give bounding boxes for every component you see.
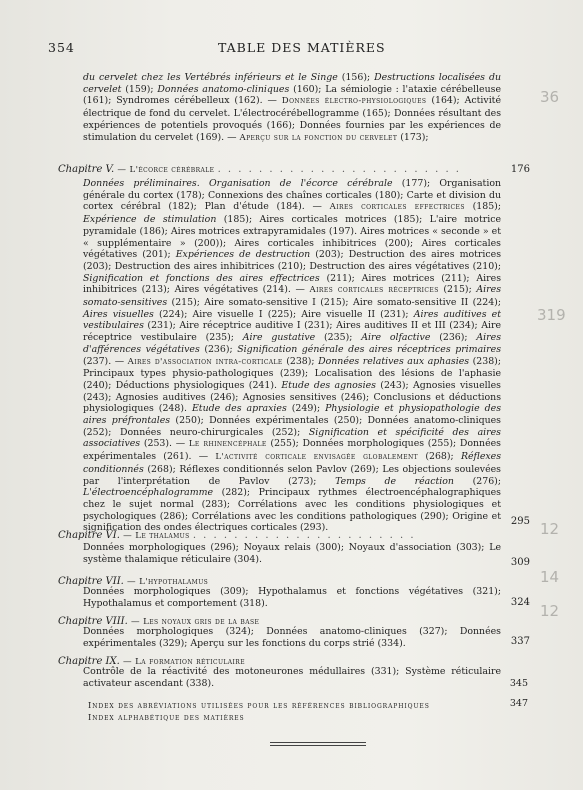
text-run: Aires corticales effectrices bbox=[329, 202, 465, 213]
end-rule bbox=[270, 745, 366, 746]
chapter-label: Chapitre IX. bbox=[58, 656, 120, 667]
pencil-note: 319 bbox=[537, 306, 566, 324]
text-run: (249); bbox=[286, 403, 326, 415]
chapter-7-body: Données morphologiques (309); Hypothalamus et fonctions végétatives (321); Hypothalamus et comportement (318). bbox=[83, 586, 501, 609]
dot-leader: . . . . . . . . . . . . . . . . . . . . . . bbox=[192, 530, 416, 541]
text-run: Signification et fonctions des aires effectrices bbox=[83, 272, 320, 284]
text-run: (236); bbox=[199, 343, 238, 355]
text-run: (253). — bbox=[140, 438, 189, 450]
text-run: Destructions localisées du cervelet bbox=[83, 72, 502, 95]
text-run: Expérience de stimulation bbox=[83, 214, 217, 226]
chapter-page: 176 bbox=[510, 164, 530, 175]
text-run: Aires corticales réceptrices bbox=[309, 285, 439, 296]
text-run: (268); bbox=[418, 451, 461, 463]
text-run: Réflexes conditionnés bbox=[83, 451, 502, 475]
index-page: 345 bbox=[509, 678, 528, 689]
chapter-5-heading bbox=[58, 164, 530, 176]
text-run: Etude des agnosies bbox=[281, 379, 376, 391]
text-run: Aires somato-sensitives bbox=[83, 284, 501, 309]
text-run: (185); Aires corticales motrices (185); L'aire motrice pyramidale (186); Aires motrices extrapyramidales (197). Aires motrices « seconde » et « supplémentaire » (200)); Aires corticales inhibitrices (200); Aires corticales végétatives (201); bbox=[83, 214, 501, 261]
text-run: (173); bbox=[397, 131, 429, 143]
text-run: (282); Principaux rythmes électroencéphalographiques chez le sujet normal (283); Corrélations avec les conditions physiologiques et psychologiques (286); Corrélations avec les conditions pathologiques (290); Origine et signification des ondes électriques corticales (293). bbox=[83, 487, 501, 534]
dot-leader: . . . . . . . . . . . . . . . . . . . . . . . . bbox=[217, 164, 461, 175]
text-run: Le rhinencéphale bbox=[188, 439, 267, 450]
text-run: Physiologie et physiopathologie des aires préfrontales bbox=[83, 403, 502, 427]
chapter-page: 324 bbox=[510, 597, 530, 608]
text-run: Signification et spécificité des aires associatives bbox=[83, 426, 501, 450]
chapter-page: 295 bbox=[510, 516, 530, 527]
text-run: (215); bbox=[438, 284, 477, 296]
pencil-note: 12 bbox=[540, 520, 560, 538]
text-run: Données anatomo-cliniques bbox=[157, 83, 290, 95]
index-label: Index des abréviations utilisées pour les références bibliographiques bbox=[88, 700, 430, 710]
chapter-8-body: Données morphologiques (324); Données anatomo-cliniques (327); Données expérimentales (329); Aperçu sur les fonctions du corps strié (334). bbox=[83, 626, 501, 649]
text-run: (250); Données expérimentales (250); Données anatomo-cliniques (252); Données neuro-chirurgicales (252); bbox=[83, 415, 501, 438]
text-run: (255); Données morphologiques (255); Données expérimentales (261). — bbox=[83, 438, 501, 463]
text-run: (177); Organisation générale du cortex (178); Connexions des chaînes corticales (180); Carte et division du cortex cérébral (182); Plan d'étude (184). — bbox=[83, 178, 501, 213]
chapter-6-body: Données morphologiques (296); Noyaux relais (300); Noyaux d'association (303); Le système thalamique réticulaire (304). bbox=[83, 542, 501, 565]
end-rule bbox=[270, 742, 366, 743]
index-label: Index alphabétique des matières bbox=[88, 712, 245, 722]
text-run: (276); bbox=[453, 475, 501, 487]
text-run: L'électroencéphalogramme bbox=[83, 487, 214, 499]
text-run: (231); Aire réceptrice auditive I (231); Aires auditives II et III (234); Aire réceptrice vestibulaire (235); bbox=[83, 320, 501, 344]
text-run: (215); Aire somato-sensitive I (215); Aire somato-sensitive II (224); bbox=[167, 297, 501, 309]
pencil-note: 12 bbox=[540, 602, 560, 620]
chapter-9-body: Contrôle de la réactivité des motoneurones médullaires (331); Système réticulaire activateur ascendant (338). bbox=[83, 666, 501, 689]
chapter-page: 309 bbox=[510, 557, 530, 568]
text-run: (238); bbox=[282, 355, 319, 367]
page-number: 354 bbox=[48, 40, 75, 55]
text-run: Données relatives aux aphasies bbox=[318, 355, 470, 367]
chapter-title: — La formation réticulaire bbox=[122, 657, 246, 667]
text-run: (268); Réflexes conditionnés selon Pavlov (269); Les objections soulevées par l'interprétation de Pavlov (273); bbox=[83, 463, 501, 487]
text-run: Aire olfactive bbox=[361, 332, 431, 344]
chapter4-continuation bbox=[83, 72, 501, 144]
chapter-label: Chapitre VIII. bbox=[58, 616, 128, 627]
text-run: Signification générale des aires réceptrices primaires bbox=[237, 343, 502, 355]
index-page: 347 bbox=[509, 698, 528, 709]
chapter-5-body bbox=[83, 178, 501, 534]
text-run: (159); bbox=[121, 83, 158, 95]
text-run: (236); bbox=[430, 332, 477, 344]
index-abbreviations bbox=[88, 678, 528, 710]
pencil-note: 14 bbox=[540, 568, 560, 586]
chapter-label: Chapitre VI. bbox=[58, 530, 120, 541]
text-run: Données électro-physiologiques bbox=[281, 96, 427, 107]
text-run: Aires d'afférences végétatives bbox=[83, 332, 501, 355]
text-run: Aires visuelles bbox=[83, 308, 154, 320]
text-run: (203); Destruction des aires motrices (203); Destruction des aires inhibitrices (210); Destruction des aires végétatives (210); bbox=[83, 249, 502, 272]
text-run: Expériences de destruction bbox=[175, 249, 311, 261]
text-run: Etude des apraxies bbox=[191, 403, 287, 415]
text-run: Données préliminaires. Organisation de l'écorce cérébrale bbox=[83, 178, 393, 189]
text-run: (235); bbox=[315, 332, 362, 344]
pencil-note: 36 bbox=[540, 88, 560, 106]
chapter-page: 337 bbox=[510, 636, 530, 647]
text-run: (211); Aires motrices (211); Aires inhibitrices (213); Aires végétatives (214). — bbox=[83, 272, 502, 296]
chapter-title: — Le thalamus bbox=[123, 531, 190, 541]
text-run: (185); bbox=[464, 201, 501, 213]
text-run: (224); Aire visuelle I (225); Aire visuelle II (231); bbox=[153, 308, 414, 320]
chapter-6-heading bbox=[58, 530, 530, 542]
chapter-title: — L'écorce cérébrale bbox=[117, 165, 215, 175]
text-run: (243); Agnosies visuelles (243); Agnosies auditives (246); Agnosies sensitives (246); Conclusions et déductions physiologiques (248). bbox=[83, 379, 501, 415]
text-run: (160); La sémiologie : l'ataxie cérébelleuse (161); Syndromes cérébelleux (162). — bbox=[83, 83, 502, 107]
text-run: (164); Activité électrique de fond du cervelet. L'électrocérébellogramme (165); Données résultant des expériences de potentiels provoqués (166); Données fournies par les expériences de stimulation du cervelet (169). — bbox=[83, 95, 502, 143]
page-title: TABLE DES MATIÈRES bbox=[218, 40, 386, 55]
text-run: (237). — bbox=[83, 355, 128, 367]
chapter-title: — L'hypothalamus bbox=[127, 577, 209, 587]
chapter-label: Chapitre V. bbox=[58, 164, 115, 175]
text-run: Aires d'association intra-corticale bbox=[127, 356, 283, 367]
text-run: du cervelet chez les Vertébrés inférieurs et le Singe bbox=[83, 72, 338, 83]
text-run: Temps de réaction bbox=[335, 475, 454, 487]
text-run: (238); Principaux types physio-pathologiques (239); Localisation des lésions de l'aphasie (240); Déductions physiologiques (241). bbox=[83, 355, 501, 391]
chapter-title: — Les noyaux gris de la base bbox=[131, 617, 260, 627]
text-run: L'activité corticale envisagée globalement bbox=[215, 452, 419, 463]
chapter-label: Chapitre VII. bbox=[58, 576, 124, 587]
text-run: Aperçu sur la fonction du cervelet bbox=[239, 132, 398, 143]
text-run: Aire gustative bbox=[242, 332, 316, 344]
text-run: Aires auditives et vestibulaires bbox=[83, 308, 501, 332]
text-run: (156); bbox=[337, 72, 375, 83]
